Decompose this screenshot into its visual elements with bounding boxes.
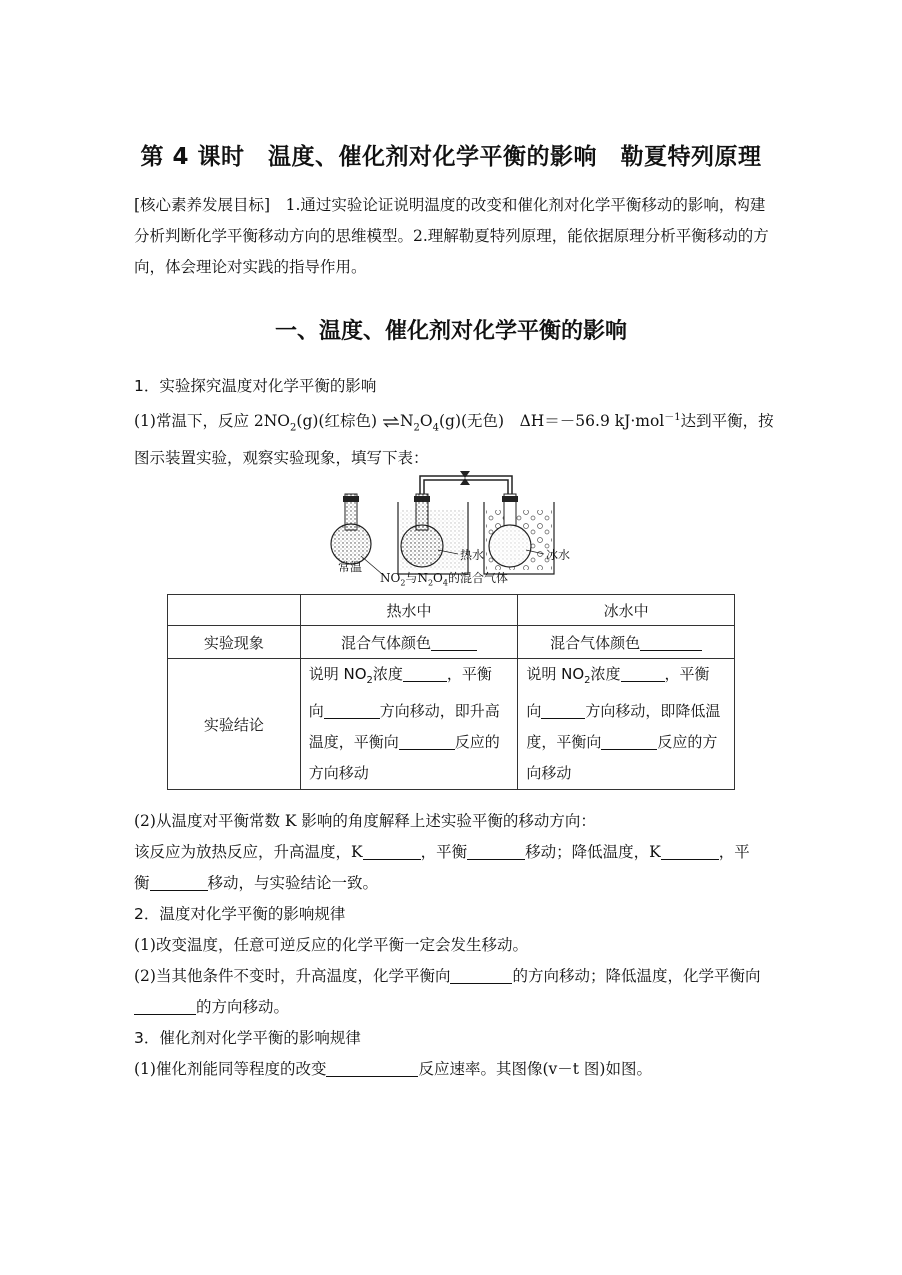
reaction-text: (1)常温下，反应 2NO	[134, 412, 291, 431]
experiment-table	[167, 594, 735, 790]
phenomenon-hot: 混合气体颜色	[300, 626, 518, 659]
fill-blank[interactable]	[640, 635, 702, 651]
hot-water-beaker	[398, 494, 468, 574]
label-hot-water: 热水	[460, 548, 485, 562]
reaction-text: 达到平衡，按图示装置实验，观察实验现象，填写下表：	[134, 412, 774, 468]
fill-blank[interactable]	[399, 734, 455, 750]
ice-water-beaker	[484, 494, 554, 574]
phenomenon-ice: 混合气体颜色	[518, 626, 735, 659]
reaction-text: N	[399, 412, 414, 431]
fill-blank[interactable]	[134, 999, 196, 1016]
core-goals-label: [核心素养发展目标]	[134, 196, 271, 214]
point2-s2: (2)当其他条件不变时，升高温度，化学平衡向 的方向移动；降低温度，化学平衡向	[134, 967, 761, 985]
row-label-phenomenon: 实验现象	[168, 626, 301, 659]
point1-question	[134, 402, 774, 474]
fill-blank[interactable]	[541, 703, 585, 719]
reaction-text: (g)(无色) ΔH＝－56.9 kJ·mol	[438, 412, 665, 431]
clamp-icon	[460, 471, 470, 485]
fill-blank[interactable]	[403, 666, 447, 682]
point3-heading: 3．催化剂对化学平衡的影响规律	[134, 1029, 361, 1047]
subscript: 4	[432, 422, 439, 434]
label-room-temp: 常温	[338, 560, 363, 574]
subscript: 2	[290, 422, 297, 434]
conclusion-ice: 说明 $NO_2$浓度 ，平衡 向 方向移动，即降低温 度，平衡向 反应的方 向移动	[518, 659, 735, 790]
q2-line2: 该反应为放热反应，升高温度，K ，平衡 移动；降低温度，K ，平	[134, 843, 750, 861]
row-label-conclusion: 实验结论	[168, 659, 301, 790]
table-corner	[168, 595, 301, 626]
core-goals-text: 1.通过实验论证说明温度的改变和催化剂对化学平衡移动的影响，构建分析判断化学平衡移动方向的思维模型。2.理解勒夏特列原理，能依据原理分析平衡移动的方向，体会理论对实践的指导作用。	[134, 196, 769, 276]
section-heading: 一、温度、催化剂对化学平衡的影响	[274, 318, 627, 344]
fill-blank[interactable]	[363, 844, 421, 861]
q2-line1: (2)从温度对平衡常数 K 影响的角度解释上述实验平衡的移动方向：	[134, 812, 596, 830]
conclusion-hot: 说明 $NO_2$浓度 ，平衡 向 方向移动，即升高 温度，平衡向 反应的 方向移动	[300, 659, 518, 790]
fill-blank[interactable]	[324, 703, 380, 719]
q2-line3: 衡 移动，与实验结论一致。	[134, 874, 379, 892]
fill-blank[interactable]	[467, 844, 525, 861]
page-title: 第 4 课时 温度、催化剂对化学平衡的影响 勒夏特列原理	[140, 144, 762, 170]
fill-blank[interactable]	[326, 1061, 418, 1078]
core-goals	[134, 190, 774, 283]
reaction-text: (g)(红棕色)	[296, 412, 378, 431]
room-temp-flask	[331, 494, 371, 564]
point2-heading: 2．温度对化学平衡的影响规律	[134, 905, 346, 923]
point3-s1: (1)催化剂能同等程度的改变 反应速率。其图像(v－t 图)如图。	[134, 1060, 652, 1078]
subscript: 2	[413, 422, 420, 434]
fill-blank[interactable]	[621, 666, 665, 682]
label-gas-mixture: $NO_2$与$N_2O_4$的混合气体	[380, 571, 508, 588]
superscript: －1	[664, 412, 681, 423]
fill-blank[interactable]	[450, 968, 512, 985]
table-header-ice: 冰水中	[518, 595, 735, 626]
fill-blank[interactable]	[150, 875, 208, 892]
point2-s2-cont: 的方向移动。	[134, 992, 774, 1023]
label-ice-water: 冰水	[546, 548, 571, 562]
point2-s1: (1)改变温度，任意可逆反应的化学平衡一定会发生移动。	[134, 936, 528, 954]
equilibrium-arrow-icon	[382, 416, 400, 428]
table-header-hot: 热水中	[300, 595, 518, 626]
fill-blank[interactable]	[431, 635, 477, 651]
fill-blank[interactable]	[661, 844, 719, 861]
reaction-text: O	[419, 412, 433, 431]
point1-heading: 1．实验探究温度对化学平衡的影响	[134, 377, 377, 395]
fill-blank[interactable]	[601, 734, 657, 750]
